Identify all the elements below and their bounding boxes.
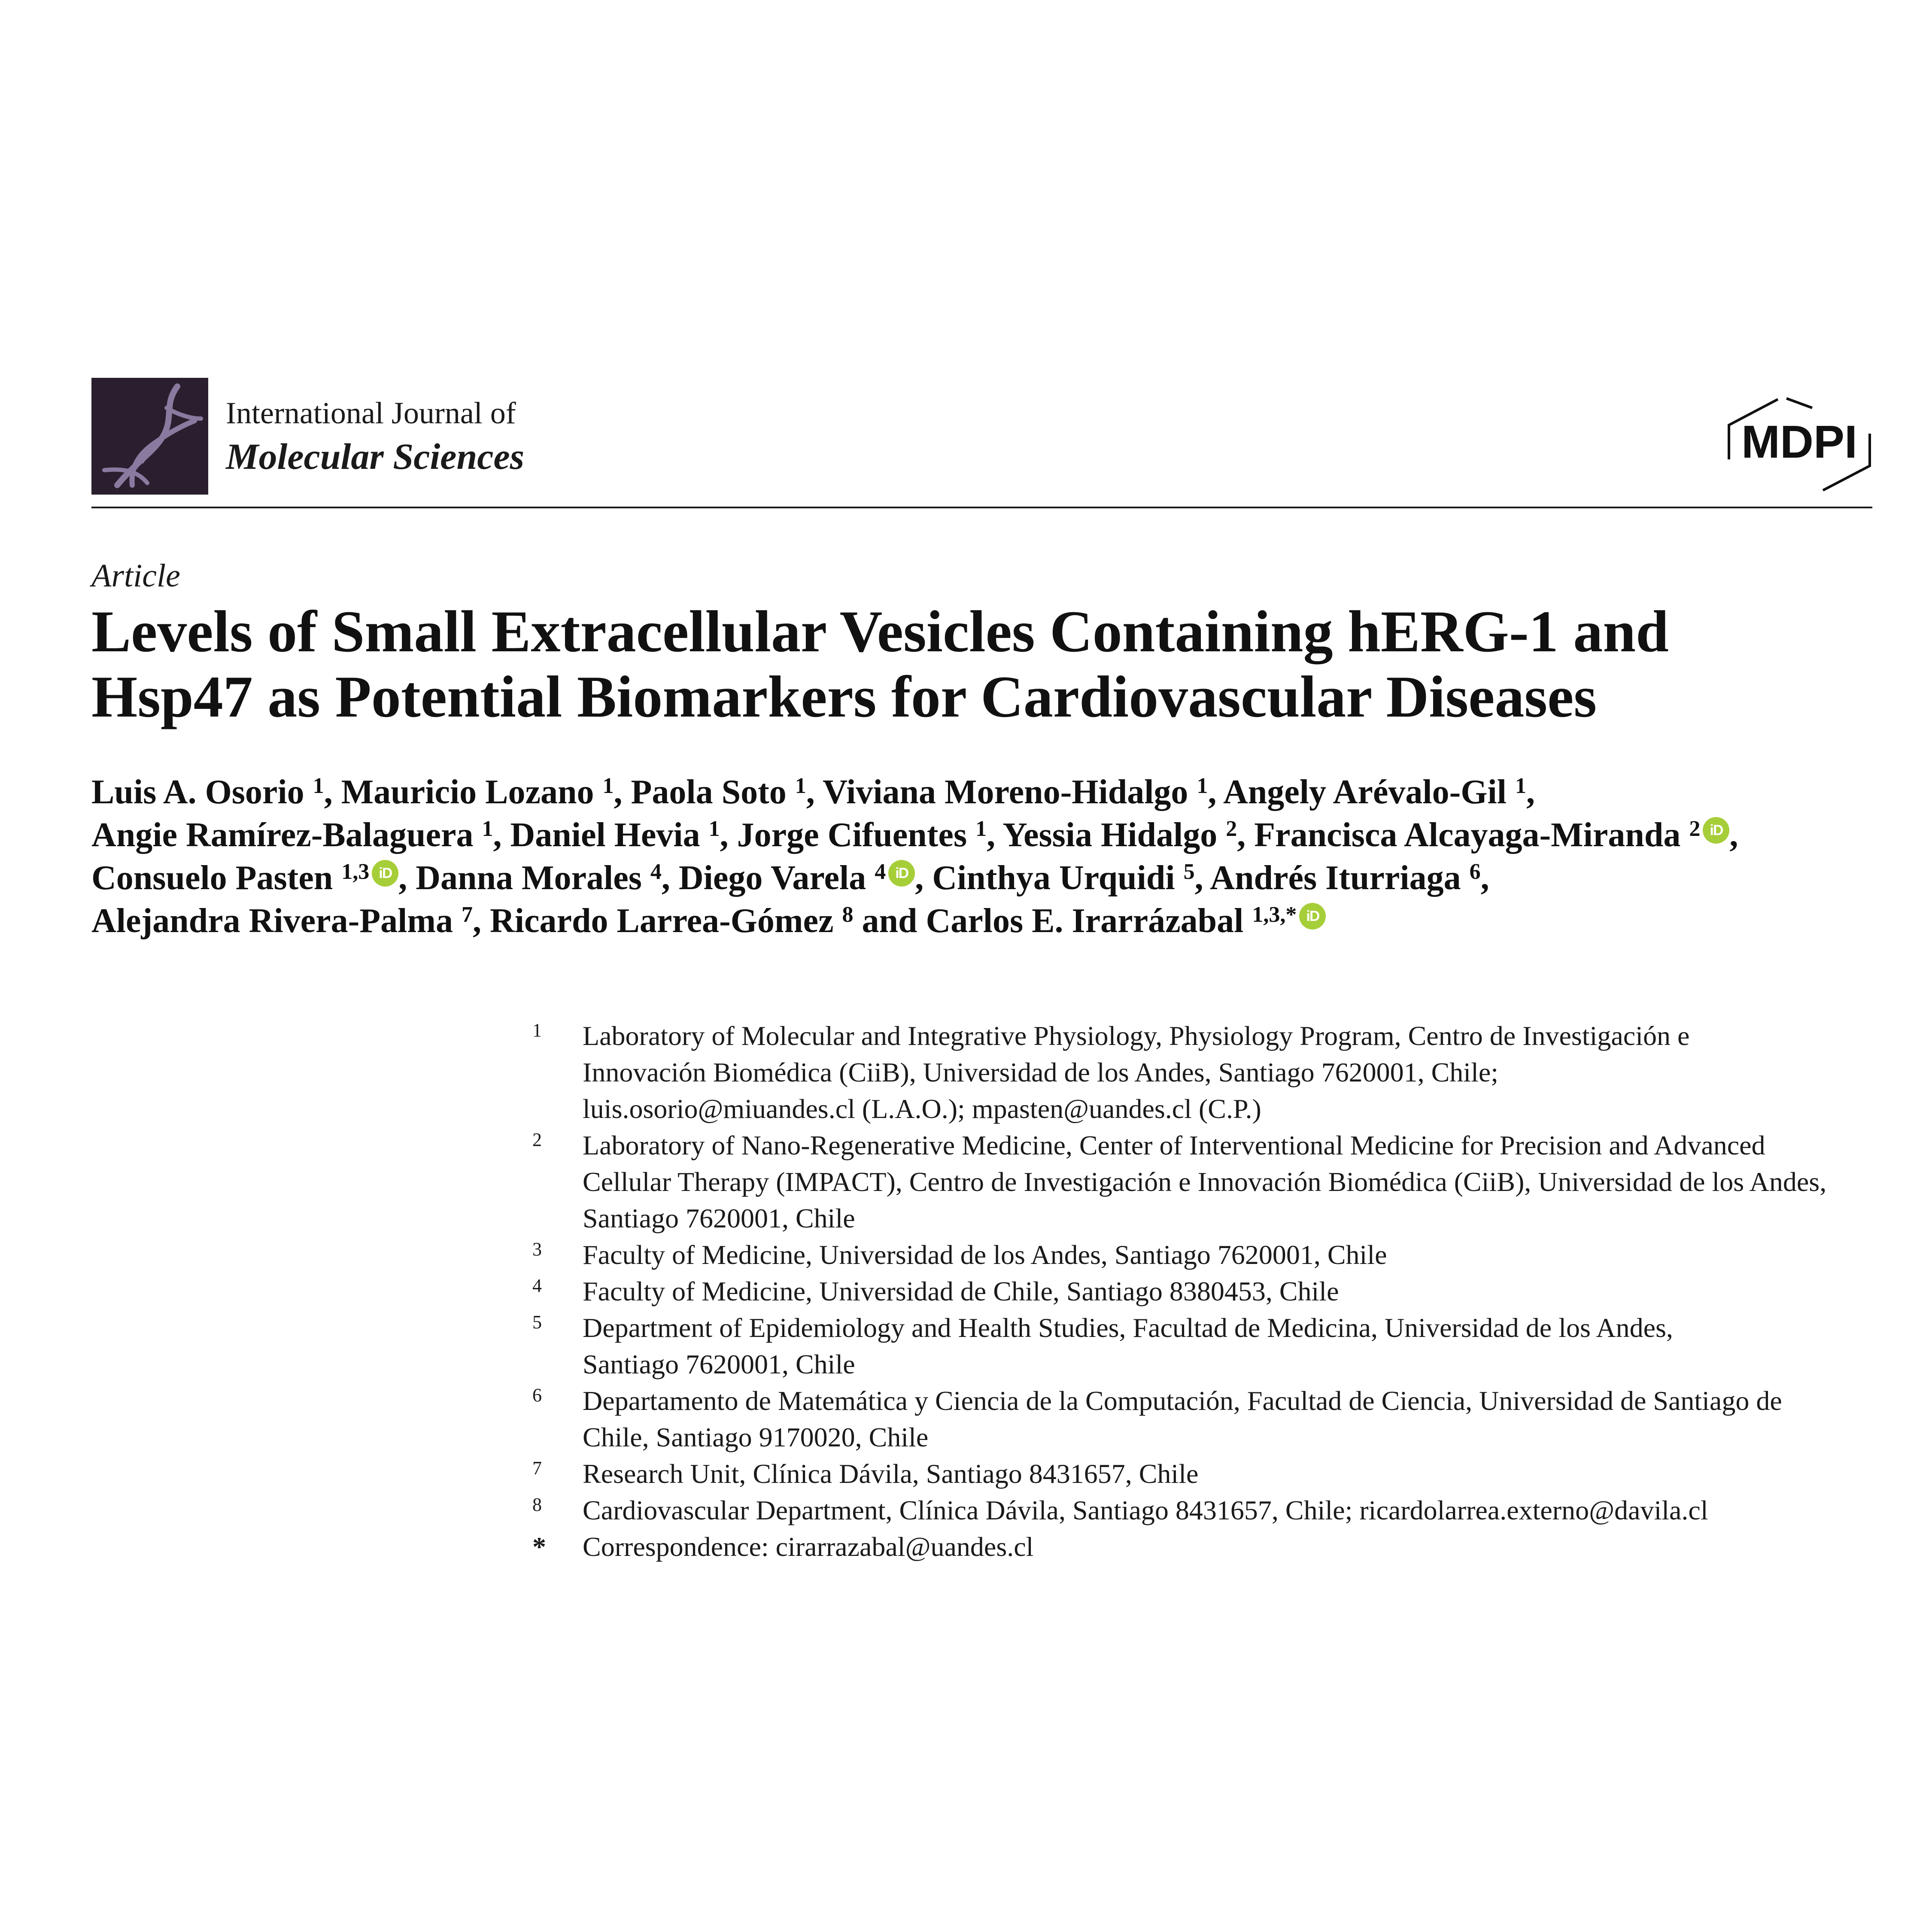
author-affiliation: 7 [462,902,473,927]
author-name: Luis A. Osorio [91,773,304,811]
affiliation-number: 5 [532,1312,542,1333]
affiliation-line: Department of Epidemiology and Health Studies, Facultad de Medicina, Universidad de los Andes, [583,1312,1673,1343]
article-title [91,599,1872,729]
correspondence-item [532,1528,1880,1565]
affiliation-number: 2 [532,1129,542,1150]
author-name: Cinthya Urquidi [932,859,1175,897]
author-affiliation: 4 [650,860,662,884]
correspondence-marker: * [532,1531,546,1562]
journal-name-line1: International Journal of [226,396,516,430]
author-name: Andrés Iturriaga [1210,859,1461,897]
correspondence-text [583,1528,1880,1565]
orcid-icon[interactable]: iD [888,860,915,887]
author-name: Daniel Hevia [510,816,700,854]
title-line: Hsp47 as Potential Biomarkers for Cardiovascular Diseases [91,664,1597,729]
affiliation-line: Innovación Biomédica (CiiB), Universidad de los Andes, Santiago 7620001, Chile; [583,1057,1499,1088]
affiliation-text [583,1018,1880,1127]
orcid-icon[interactable]: iD [372,860,398,887]
affiliation-text [583,1382,1880,1455]
author-affiliation: 1 [1197,774,1208,798]
affiliation-number: 7 [532,1458,542,1479]
affiliation-number: 6 [532,1385,542,1406]
author-affiliation: 1,3,* [1252,902,1297,927]
author-affiliation: 1 [795,774,806,798]
affiliation-number: 8 [532,1494,542,1515]
author-name: Diego Varela [678,859,866,897]
header-divider [91,507,1872,508]
author-line: Angie Ramírez-Balaguera $^1$, Daniel Hevia $^1$, Jorge Cifuentes $^1$, Yessia Hidalgo $^2$, Francisca Alcayaga-Miranda $^2$ iD , [91,816,1738,854]
author-affiliation: 8 [842,902,854,927]
affiliation-item [532,1309,1880,1382]
affiliation-line: Laboratory of Molecular and Integrative Physiology, Physiology Program, Centro de Investigación e [583,1021,1690,1051]
author-name: Angie Ramírez-Balaguera [91,816,474,854]
affiliation-text [583,1309,1880,1382]
affiliation-list [532,1018,1880,1565]
author-name: Danna Morales [416,859,642,897]
affiliation-line: Chile, Santiago 9170020, Chile [583,1422,929,1452]
affiliation-text [583,1492,1880,1528]
affiliation-number: 3 [532,1239,542,1260]
orcid-icon[interactable]: iD [1703,817,1729,844]
journal-header [91,378,1872,507]
affiliation-item [532,1018,1880,1127]
correspondence-line: Correspondence: cirarrazabal@uandes.cl [583,1531,1034,1562]
mdpi-logo-icon [1726,395,1872,494]
author-name: Carlos E. Irarrázabal [926,902,1244,940]
publisher-logo [1726,395,1872,494]
author-name: Paola Soto [631,773,787,811]
affiliation-number: 4 [532,1275,542,1296]
affiliation-line: Departamento de Matemática y Ciencia de la Computación, Facultad de Ciencia, Universidad de Santiago de [583,1385,1782,1416]
title-line: Levels of Small Extracellular Vesicles Containing hERG-1 and [91,598,1669,664]
author-line: Luis A. Osorio $^1$, Mauricio Lozano $^1$, Paola Soto $^1$, Viviana Moreno-Hidalgo $^1$, Angely Arévalo-Gil $^1$, [91,773,1535,811]
author-name: Angely Arévalo-Gil [1223,773,1507,811]
author-affiliation: 1 [1515,774,1526,798]
journal-name-line2: Molecular Sciences [226,436,525,477]
affiliation-item [532,1492,1880,1528]
orcid-icon[interactable]: iD [1299,903,1326,930]
affiliation-item [532,1127,1880,1236]
affiliation-item [532,1236,1880,1273]
author-affiliation: 1 [708,817,720,841]
author-affiliation: 2 [1689,817,1701,841]
affiliation-line: Cardiovascular Department, Clínica Dávila, Santiago 8431657, Chile; ricardolarrea.externo@davila.cl [583,1495,1708,1525]
author-name: Yessia Hidalgo [1002,816,1218,854]
affiliation-item [532,1455,1880,1492]
affiliation-line: Santiago 7620001, Chile [583,1349,855,1379]
author-affiliation: 6 [1469,860,1481,884]
affiliation-item [532,1273,1880,1309]
author-affiliation: 1,3 [341,860,370,884]
journal-name [226,398,524,475]
journal-logo [91,378,208,495]
affiliation-text [583,1455,1880,1492]
author-line: Alejandra Rivera-Palma $^7$, Ricardo Larrea-Gómez $^8$ and Carlos E. Irarrázabal $^{1,3,*}$ iD [91,899,1872,942]
affiliation-number: 1 [532,1020,542,1041]
author-name: Jorge Cifuentes [737,816,967,854]
dna-helix-icon [91,378,208,495]
affiliation-line: luis.osorio@miuandes.cl (L.A.O.); mpasten@uandes.cl (C.P.) [583,1094,1261,1124]
author-name: Alejandra Rivera-Palma [91,902,453,940]
affiliation-line: Faculty of Medicine, Universidad de Chile, Santiago 8380453, Chile [583,1276,1339,1306]
article-type: Article [91,558,180,594]
author-affiliation: 1 [313,774,324,798]
affiliation-line: Cellular Therapy (IMPACT), Centro de Investigación e Innovación Biomédica (CiiB), Universidad de los Andes, [583,1166,1827,1197]
author-name: Ricardo Larrea-Gómez [490,902,834,940]
affiliation-line: Laboratory of Nano-Regenerative Medicine, Center of Interventional Medicine for Precision and Advanced [583,1130,1765,1160]
author-connector: and [862,902,917,940]
affiliation-item [532,1382,1880,1455]
author-affiliation: 4 [875,860,886,884]
author-line: Consuelo Pasten $^{1,3}$ iD , Danna Morales $^4$, Diego Varela $^4$ iD , Cinthya Urquidi $^5$, Andrés Iturriaga $^6$, [91,859,1489,897]
author-name: Francisca Alcayaga-Miranda [1254,816,1681,854]
affiliation-line: Faculty of Medicine, Universidad de los Andes, Santiago 7620001, Chile [583,1239,1387,1270]
author-affiliation: 1 [602,774,614,798]
author-name: Mauricio Lozano [341,773,594,811]
author-affiliation: 1 [975,817,987,841]
author-name: Viviana Moreno-Hidalgo [823,773,1188,811]
author-affiliation: 5 [1183,860,1195,884]
author-affiliation: 2 [1226,817,1237,841]
affiliation-text [583,1127,1880,1236]
author-affiliation: 1 [482,817,493,841]
affiliation-text [583,1273,1880,1309]
publisher-name: MDPI [1741,416,1857,468]
affiliation-line: Santiago 7620001, Chile [583,1203,855,1233]
author-list [91,771,1872,942]
author-name: Consuelo Pasten [91,859,333,897]
affiliation-text [583,1236,1880,1273]
affiliation-line: Research Unit, Clínica Dávila, Santiago 8431657, Chile [583,1458,1199,1489]
